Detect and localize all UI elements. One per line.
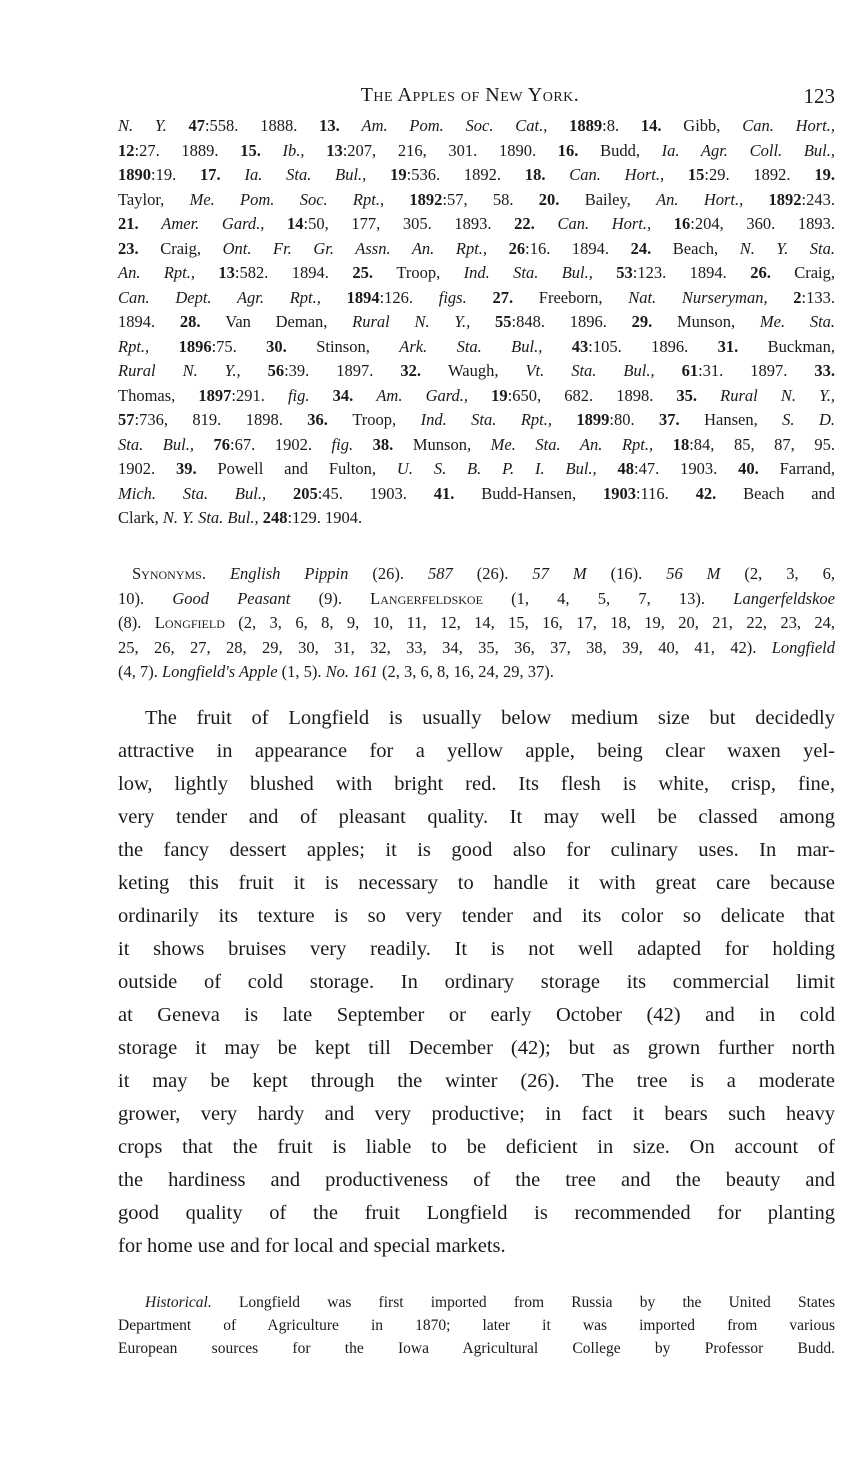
text-line bbox=[118, 660, 835, 685]
text-line bbox=[118, 310, 835, 335]
references-block bbox=[118, 114, 835, 531]
text-run: Craig, bbox=[160, 238, 223, 258]
text-line bbox=[118, 286, 835, 311]
bold-text: 205 bbox=[292, 483, 318, 503]
bold-text: 29. bbox=[631, 312, 677, 331]
italic-text: Vt. Sta. Bul., bbox=[525, 361, 682, 380]
text-line bbox=[118, 1314, 835, 1337]
text-run: :848. 1896. bbox=[511, 312, 632, 331]
bold-text: 16 bbox=[673, 214, 691, 233]
bold-text: 26. bbox=[750, 263, 795, 282]
italic-text: 57 M bbox=[532, 564, 611, 583]
text-line bbox=[118, 702, 835, 735]
text-run: Craig, bbox=[794, 263, 836, 282]
text-run: Munson, bbox=[412, 434, 491, 454]
bold-text: 57 bbox=[118, 410, 135, 429]
bold-text: 27. bbox=[492, 287, 539, 307]
bold-text: 16. bbox=[557, 140, 601, 160]
italic-text: Ark. Sta. Bul., bbox=[399, 336, 572, 356]
text-run: :45. 1903. bbox=[317, 483, 434, 503]
text-run: (4, 7). bbox=[118, 662, 162, 681]
running-header-title: The Apples of New York. bbox=[360, 84, 580, 106]
text-run: :582. 1894. bbox=[234, 263, 353, 282]
italic-text: Rural N. Y., bbox=[118, 361, 268, 380]
text-line bbox=[118, 1131, 835, 1164]
bold-text: 28. bbox=[179, 312, 226, 331]
text-line bbox=[118, 867, 835, 900]
italic-text: Am. Gard., bbox=[376, 385, 492, 405]
text-line bbox=[118, 359, 835, 384]
bold-text: 15. bbox=[240, 140, 283, 160]
text-run: low, lightly blushed with bright red. Its flesh is white, crisp, fine, bbox=[118, 773, 835, 795]
bold-text: 19 bbox=[491, 385, 508, 405]
bold-text: 1892 bbox=[409, 189, 443, 209]
bold-text: 12 bbox=[118, 140, 135, 160]
text-run: Waugh, bbox=[448, 361, 526, 380]
text-run: :67. 1902. bbox=[230, 434, 332, 454]
bold-text: 22. bbox=[514, 214, 558, 233]
bold-text: 1889 bbox=[569, 116, 603, 135]
italic-text: 587 bbox=[427, 564, 477, 583]
text-run: (9). bbox=[318, 588, 371, 608]
text-line bbox=[118, 1197, 835, 1230]
text-line bbox=[118, 999, 835, 1032]
text-run: :27. 1889. bbox=[134, 140, 241, 160]
bold-text: 15 bbox=[687, 165, 705, 184]
italic-text: Mich. Sta. Bul., bbox=[118, 483, 293, 503]
italic-text: Langerfeldskoe bbox=[733, 588, 835, 608]
text-run: Budd-Hansen, bbox=[481, 483, 603, 503]
text-run: good quality of the fruit Longfield is recommended for planting bbox=[118, 1202, 835, 1224]
text-run: (2, 3, 6, bbox=[744, 564, 836, 583]
text-line bbox=[118, 587, 835, 612]
text-run: Hansen, bbox=[704, 410, 783, 429]
text-run: :650, 682. 1898. bbox=[507, 385, 677, 405]
bold-text: 34. bbox=[332, 385, 377, 405]
text-line bbox=[118, 1032, 835, 1065]
italic-text: 56 M bbox=[666, 564, 745, 583]
bold-text: 13 bbox=[326, 140, 343, 160]
text-run: :31. 1897. bbox=[698, 361, 815, 380]
text-run: Clark, bbox=[118, 508, 163, 527]
italic-text: U. S. B. P. I. Bul., bbox=[396, 459, 618, 478]
text-run: grower, very hardy and very productive; in fact it bears such heavy bbox=[118, 1103, 835, 1125]
text-run: :19. bbox=[151, 165, 201, 184]
description-paragraph bbox=[118, 702, 835, 1263]
text-line bbox=[118, 1164, 835, 1197]
text-run: ordinarily its texture is so very tender and its color so delicate that bbox=[118, 905, 835, 927]
bold-text: 1894 bbox=[346, 287, 380, 307]
text-line bbox=[118, 966, 835, 999]
bold-text: 41. bbox=[433, 483, 482, 503]
text-run: :291. bbox=[231, 385, 288, 405]
text-run: Taylor, bbox=[118, 189, 190, 209]
text-run: the hardiness and productiveness of the tree and the beauty and bbox=[118, 1169, 835, 1191]
italic-text: Can. Hort., bbox=[742, 116, 836, 135]
bold-text: 55 bbox=[495, 312, 512, 331]
bold-text: 56 bbox=[267, 361, 285, 380]
text-run: :47. 1903. bbox=[634, 459, 739, 478]
bold-text: 47 bbox=[188, 116, 205, 135]
bold-text: 25. bbox=[352, 263, 397, 282]
italic-text: fig. bbox=[287, 385, 333, 405]
bold-text: 33. bbox=[814, 361, 835, 380]
text-run: Budd, bbox=[600, 140, 662, 160]
italic-text: Longfield's Apple bbox=[162, 662, 282, 681]
bold-text: 18 bbox=[672, 434, 690, 454]
text-run: Stinson, bbox=[316, 336, 400, 356]
text-line bbox=[118, 1291, 835, 1314]
italic-text: Nat. Nurseryman, bbox=[628, 287, 794, 307]
bold-text: 1892 bbox=[768, 189, 802, 209]
italic-text: Me. Pom. Soc. Rpt., bbox=[189, 189, 410, 209]
text-run: (2, 3, 6, 8, 16, 24, 29, 37). bbox=[382, 662, 554, 681]
text-run: Beach, bbox=[672, 238, 740, 258]
bold-text: 14. bbox=[640, 116, 684, 135]
text-run: :207, 216, 301. 1890. bbox=[342, 140, 558, 160]
italic-text: No. 161 bbox=[325, 662, 383, 681]
italic-text: Sta. Bul., bbox=[118, 434, 214, 454]
text-run: Gibb, bbox=[683, 116, 743, 135]
text-run: Farrand, bbox=[779, 459, 836, 478]
italic-text: figs. bbox=[438, 287, 493, 307]
text-run: (8). bbox=[118, 613, 155, 632]
text-run: Beach and bbox=[743, 483, 836, 503]
text-run: (1, 5). bbox=[281, 662, 326, 681]
text-run: :536. 1892. bbox=[406, 165, 525, 184]
text-run: (1, 4, 5, 7, 13). bbox=[511, 588, 734, 608]
text-run: Freeborn, bbox=[538, 287, 629, 307]
text-line bbox=[118, 408, 835, 433]
italic-text: Ind. Sta. Bul., bbox=[463, 263, 617, 282]
text-line bbox=[118, 261, 835, 286]
text-line bbox=[118, 506, 835, 531]
bold-text: 23. bbox=[118, 238, 161, 258]
italic-text: Ont. Fr. Gr. Assn. An. Rpt., bbox=[222, 238, 509, 258]
text-run: :123. 1894. bbox=[632, 263, 751, 282]
text-run: :29. 1892. bbox=[704, 165, 815, 184]
small-caps-text: Synonyms. bbox=[132, 564, 230, 583]
text-run: :133. bbox=[801, 287, 835, 307]
text-line bbox=[118, 237, 835, 262]
text-run: it may be kept through the winter (26). The tree is a moderate bbox=[118, 1070, 835, 1092]
italic-text: N. Y. bbox=[118, 116, 189, 135]
italic-text: Historical. bbox=[145, 1294, 239, 1311]
italic-text: Ia. Sta. Bul., bbox=[244, 165, 391, 184]
bold-text: 2 bbox=[793, 287, 802, 307]
italic-text: N. Y. Sta. Bul., bbox=[162, 508, 263, 527]
bold-text: 24. bbox=[630, 238, 673, 258]
bold-text: 53 bbox=[616, 263, 633, 282]
text-run: 10). bbox=[118, 588, 173, 608]
bold-text: 248 bbox=[262, 508, 288, 527]
text-run: Munson, bbox=[676, 312, 760, 331]
text-run: Buckman, bbox=[767, 336, 835, 356]
text-run: attractive in appearance for a yellow apple, being clear waxen yel- bbox=[118, 740, 835, 762]
text-run: Longfield was first imported from Russia by the United States bbox=[238, 1294, 835, 1311]
bold-text: 26 bbox=[508, 238, 526, 258]
italic-text: S. D. bbox=[782, 410, 836, 429]
bold-text: 1899 bbox=[576, 410, 610, 429]
text-line bbox=[118, 384, 835, 409]
text-run: (26). bbox=[476, 564, 533, 583]
text-run: Bailey, bbox=[584, 189, 657, 209]
italic-text: Longfield bbox=[771, 637, 835, 657]
italic-text: Amer. Gard., bbox=[161, 214, 288, 233]
text-run: :84, 85, 87, 95. bbox=[689, 434, 835, 454]
text-line bbox=[118, 768, 835, 801]
text-run: :75. bbox=[211, 336, 267, 356]
text-line bbox=[118, 933, 835, 966]
text-line bbox=[118, 212, 835, 237]
italic-text: English Pippin bbox=[229, 564, 373, 583]
text-run: storage it may be kept till December (42); but as grown further north bbox=[118, 1037, 835, 1059]
text-run: keting this fruit it is necessary to handle it with great care because bbox=[118, 872, 835, 894]
bold-text: 32. bbox=[400, 361, 448, 380]
text-run: :126. bbox=[379, 287, 439, 307]
text-run: :736, 819. 1898. bbox=[134, 410, 308, 429]
text-run: :16. 1894. bbox=[525, 238, 631, 258]
text-run: Troop, bbox=[352, 410, 421, 429]
text-line bbox=[118, 636, 835, 661]
text-run: Powell and Fulton, bbox=[217, 459, 397, 478]
text-run: :50, 177, 305. 1893. bbox=[303, 214, 515, 233]
bold-text: 30. bbox=[266, 336, 317, 356]
text-line bbox=[118, 801, 835, 834]
small-caps-text: Langerfeldskoe bbox=[370, 588, 512, 608]
text-line bbox=[118, 1065, 835, 1098]
text-run: :558. 1888. bbox=[204, 116, 320, 135]
bold-text: 38. bbox=[372, 434, 413, 454]
text-line bbox=[118, 735, 835, 768]
text-run: outside of cold storage. In ordinary storage its commercial limit bbox=[118, 971, 835, 993]
text-run: for home use and for local and special markets. bbox=[118, 1235, 506, 1257]
text-run: crops that the fruit is liable to be deficient in size. On account of bbox=[118, 1136, 835, 1158]
text-run: :39. 1897. bbox=[284, 361, 401, 380]
italic-text: Can. Hort., bbox=[569, 165, 688, 184]
text-run: :105. 1896. bbox=[588, 336, 718, 356]
bold-text: 14 bbox=[287, 214, 304, 233]
text-line bbox=[118, 188, 835, 213]
text-line bbox=[118, 1098, 835, 1131]
text-run: Thomas, bbox=[118, 385, 199, 405]
text-line bbox=[118, 114, 835, 139]
bold-text: 19 bbox=[390, 165, 407, 184]
bold-text: 13 bbox=[218, 263, 235, 282]
text-line bbox=[118, 562, 835, 587]
text-line bbox=[118, 163, 835, 188]
text-run: it shows bruises very readily. It is not well adapted for holding bbox=[118, 938, 835, 960]
text-line bbox=[118, 433, 835, 458]
text-line bbox=[118, 1337, 835, 1360]
bold-text: 37. bbox=[659, 410, 705, 429]
bold-text: 48 bbox=[617, 459, 635, 478]
text-run: 1902. bbox=[118, 459, 176, 478]
text-run: 25, 26, 27, 28, 29, 30, 31, 32, 33, 34, 35, 36, 37, 38, 39, 40, 41, 42). bbox=[118, 637, 772, 657]
synonyms-block bbox=[118, 562, 835, 685]
bold-text: 1896 bbox=[178, 336, 212, 356]
italic-text: Am. Pom. Soc. Cat., bbox=[361, 116, 570, 135]
text-run: :8. bbox=[602, 116, 641, 135]
italic-text: Rpt., bbox=[118, 336, 179, 356]
small-caps-text: Longfield bbox=[154, 613, 239, 632]
text-line bbox=[118, 335, 835, 360]
bold-text: 40. bbox=[738, 459, 780, 478]
italic-text: Ia. Agr. Coll. Bul., bbox=[661, 140, 836, 160]
italic-text: An. Rpt., bbox=[118, 263, 219, 282]
text-line bbox=[118, 611, 835, 636]
historical-paragraph bbox=[118, 1291, 835, 1360]
bold-text: 1897 bbox=[198, 385, 232, 405]
italic-text: Can. Dept. Agr. Rpt., bbox=[118, 287, 347, 307]
italic-text: Me. Sta. An. Rpt., bbox=[490, 434, 673, 454]
text-run: Troop, bbox=[396, 263, 464, 282]
bold-text: 20. bbox=[538, 189, 585, 209]
text-run: :243. bbox=[801, 189, 835, 209]
text-run: very tender and of pleasant quality. It may well be classed among bbox=[118, 806, 835, 828]
bold-text: 43 bbox=[571, 336, 589, 356]
italic-text: Ib., bbox=[282, 140, 327, 160]
text-run: :204, 360. 1893. bbox=[690, 214, 835, 233]
text-line bbox=[118, 900, 835, 933]
text-run: The fruit of Longfield is usually below medium size but decidedly bbox=[145, 707, 835, 729]
bold-text: 36. bbox=[307, 410, 353, 429]
text-run: Department of Agriculture in 1870; later it was imported from various bbox=[118, 1317, 835, 1334]
bold-text: 76 bbox=[213, 434, 231, 454]
bold-text: 61 bbox=[681, 361, 699, 380]
italic-text: N. Y. Sta. bbox=[739, 238, 835, 258]
bold-text: 35. bbox=[676, 385, 721, 405]
text-run: European sources for the Iowa Agricultural College by Professor Budd. bbox=[118, 1340, 835, 1357]
italic-text: Rural N. Y., bbox=[352, 312, 495, 331]
text-run: :80. bbox=[609, 410, 660, 429]
bold-text: 19. bbox=[814, 165, 835, 184]
italic-text: Rural N. Y., bbox=[720, 385, 835, 405]
text-run: 1894. bbox=[118, 312, 180, 331]
bold-text: 18. bbox=[524, 165, 570, 184]
bold-text: 31. bbox=[717, 336, 768, 356]
page-number: 123 bbox=[803, 84, 835, 108]
bold-text: 1903 bbox=[602, 483, 636, 503]
bold-text: 21. bbox=[118, 214, 162, 233]
text-run: :129. 1904. bbox=[287, 508, 363, 527]
italic-text: Ind. Sta. Rpt., bbox=[420, 410, 577, 429]
text-line bbox=[118, 457, 835, 482]
bold-text: 1890 bbox=[118, 165, 151, 184]
text-run: :116. bbox=[635, 483, 696, 503]
italic-text: An. Hort., bbox=[656, 189, 769, 209]
text-run: (2, 3, 6, 8, 9, 10, 11, 12, 14, 15, 16, 17, 18, 19, 20, 21, 22, 23, 24, bbox=[238, 613, 836, 632]
text-run: the fancy dessert apples; it is good also for culinary uses. In mar- bbox=[118, 839, 835, 861]
italic-text: Can. Hort., bbox=[557, 214, 674, 233]
text-line bbox=[118, 1230, 835, 1263]
bold-text: 17. bbox=[200, 165, 245, 184]
text-run: :57, 58. bbox=[442, 189, 539, 209]
bold-text: 42. bbox=[695, 483, 744, 503]
italic-text: fig. bbox=[331, 434, 373, 454]
text-run: at Geneva is late September or early October (42) and in cold bbox=[118, 1004, 835, 1026]
text-line bbox=[118, 482, 835, 507]
italic-text: Good Peasant bbox=[172, 588, 319, 608]
text-line bbox=[118, 139, 835, 164]
text-run: Van Deman, bbox=[225, 312, 353, 331]
bold-text: 39. bbox=[175, 459, 218, 478]
text-line bbox=[118, 834, 835, 867]
italic-text: Me. Sta. bbox=[759, 312, 836, 331]
text-run: (16). bbox=[610, 564, 667, 583]
text-run: (26). bbox=[372, 564, 428, 583]
bold-text: 13. bbox=[319, 116, 362, 135]
